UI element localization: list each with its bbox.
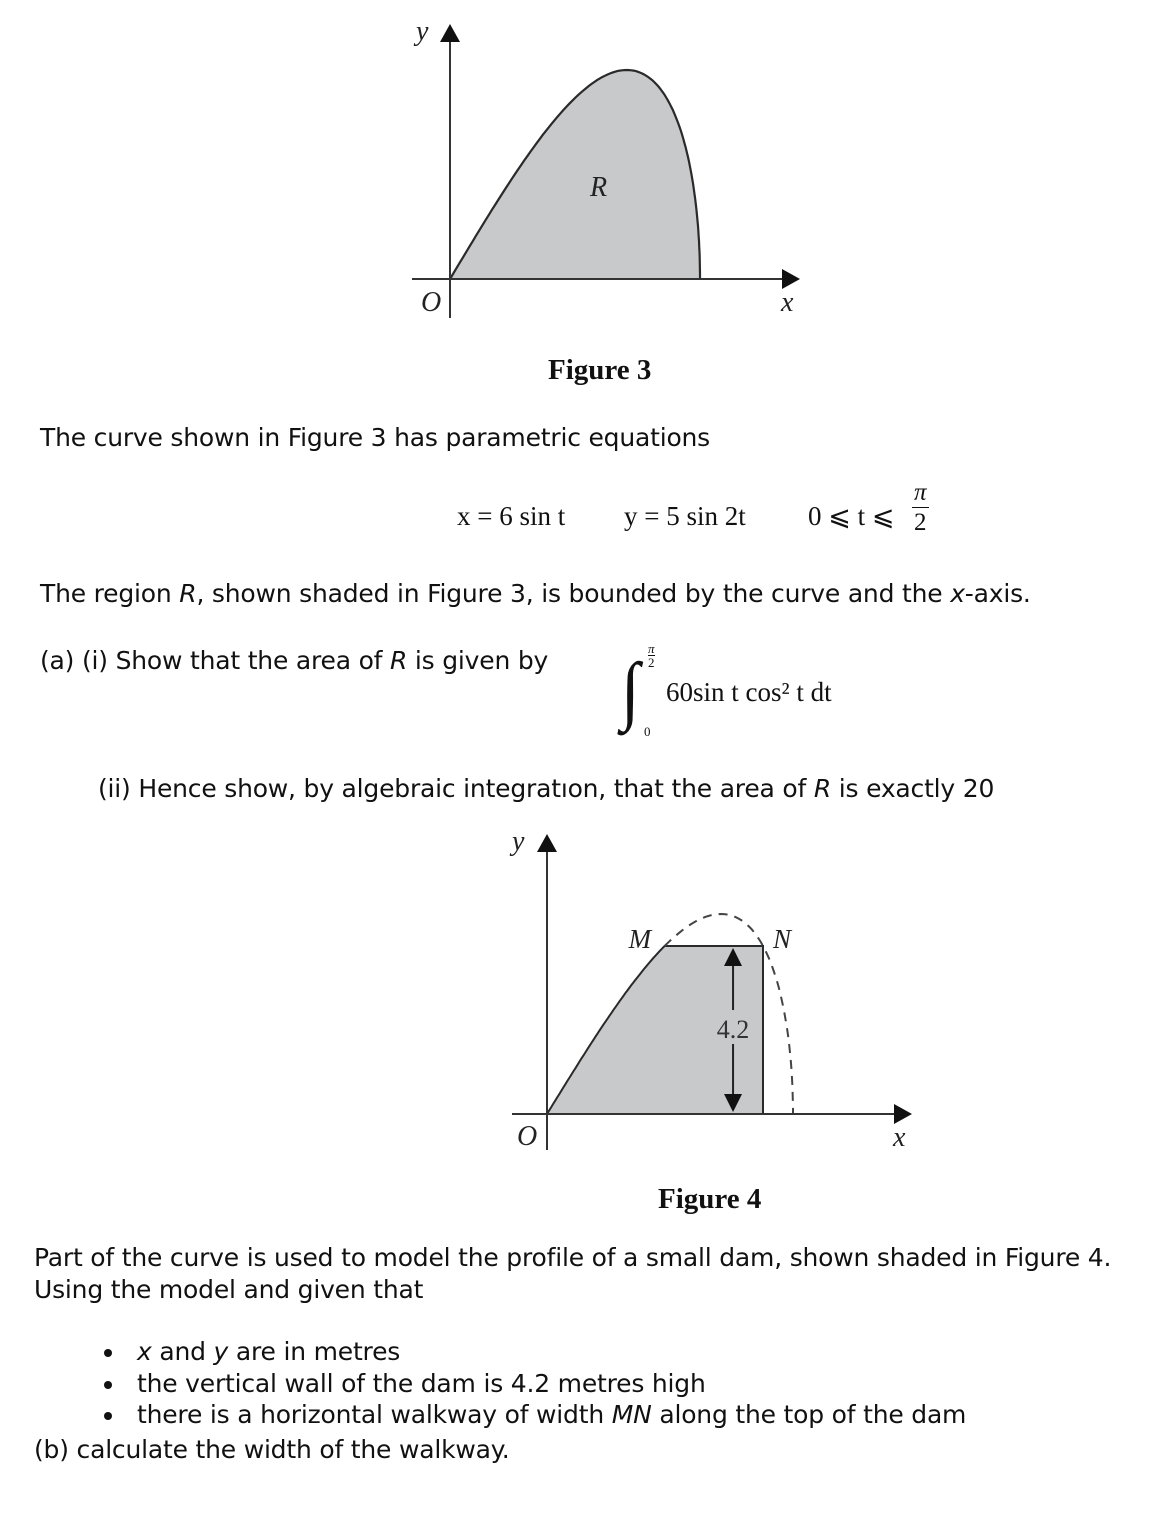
x-equation: x = 6 sin t [457, 501, 566, 531]
integrand: 60sin t cos² t dt [666, 677, 832, 707]
text-run: there is a horizontal walkway of width [137, 1400, 612, 1429]
text-run: are in metres [228, 1337, 401, 1366]
var-r: R [390, 646, 408, 675]
upper-limit-denominator: 2 [648, 655, 655, 670]
text-run: is exactly 20 [831, 774, 995, 803]
figure-4-caption: Figure 4 [658, 1183, 762, 1215]
t-domain-inequality: 0 ⩽ t ⩽ [808, 501, 895, 531]
var-x: x [950, 579, 965, 608]
fraction-numerator: π [914, 479, 927, 506]
figure-3-caption: Figure 3 [548, 354, 652, 386]
part-a-ii-label: (ii) Hence show, by algebraic integratıon, that the area of [98, 774, 814, 803]
integral-lower-limit: 0 [644, 724, 651, 739]
text-run: and [151, 1337, 214, 1366]
y-equation: y = 5 sin 2t [624, 501, 746, 531]
point-m-label: M [628, 924, 652, 954]
text-run: , shown shaded in Figure 3, is bounded by the curve and the [196, 579, 951, 608]
part-a-i-label: (a) (i) Show that the area of [40, 646, 391, 675]
origin-label: O [421, 287, 442, 318]
text-run: y [213, 1337, 229, 1366]
text-run: MN [611, 1400, 652, 1429]
bullet-icon [104, 1381, 112, 1389]
x-axis-arrow-icon [894, 1104, 912, 1124]
point-n-label: N [773, 924, 792, 954]
dam-description-line-1: Part of the curve is used to model the profile of a small dam, shown shaded in Figure 4. [34, 1243, 1112, 1272]
text-run: The region [40, 579, 180, 608]
integral-sign-icon: ∫ [621, 648, 640, 732]
y-axis-label: y [416, 16, 429, 47]
condition-text [137, 1369, 706, 1398]
region-label: R [590, 172, 608, 203]
text-run: the vertical wall of the dam is 4.2 metres high [137, 1369, 706, 1398]
condition-text [137, 1400, 966, 1429]
text-run: along the top of the dam [651, 1400, 967, 1429]
x-axis-label: x [893, 1122, 906, 1153]
x-axis-label: x [781, 287, 794, 318]
text-run: x [137, 1337, 152, 1366]
bullet-icon [104, 1412, 112, 1420]
origin-label: O [517, 1121, 538, 1152]
text-run: -axis. [964, 579, 1031, 608]
y-axis-arrow-icon [537, 834, 557, 852]
part-b-question: (b) calculate the width of the walkway. [34, 1435, 510, 1464]
var-r: R [179, 579, 197, 608]
var-r: R [813, 774, 832, 803]
upper-limit-numerator: π [648, 641, 655, 656]
intro-text: The curve shown in Figure 3 has parametric equations [40, 423, 711, 452]
wall-height-label: 4.2 [716, 1015, 750, 1044]
bullet-icon [104, 1349, 112, 1357]
text-run: is given by [407, 646, 549, 675]
y-axis-label: y [512, 826, 525, 857]
condition-text [137, 1337, 400, 1366]
fraction-denominator: 2 [912, 507, 929, 535]
dam-description-line-2: Using the model and given that [34, 1275, 424, 1304]
